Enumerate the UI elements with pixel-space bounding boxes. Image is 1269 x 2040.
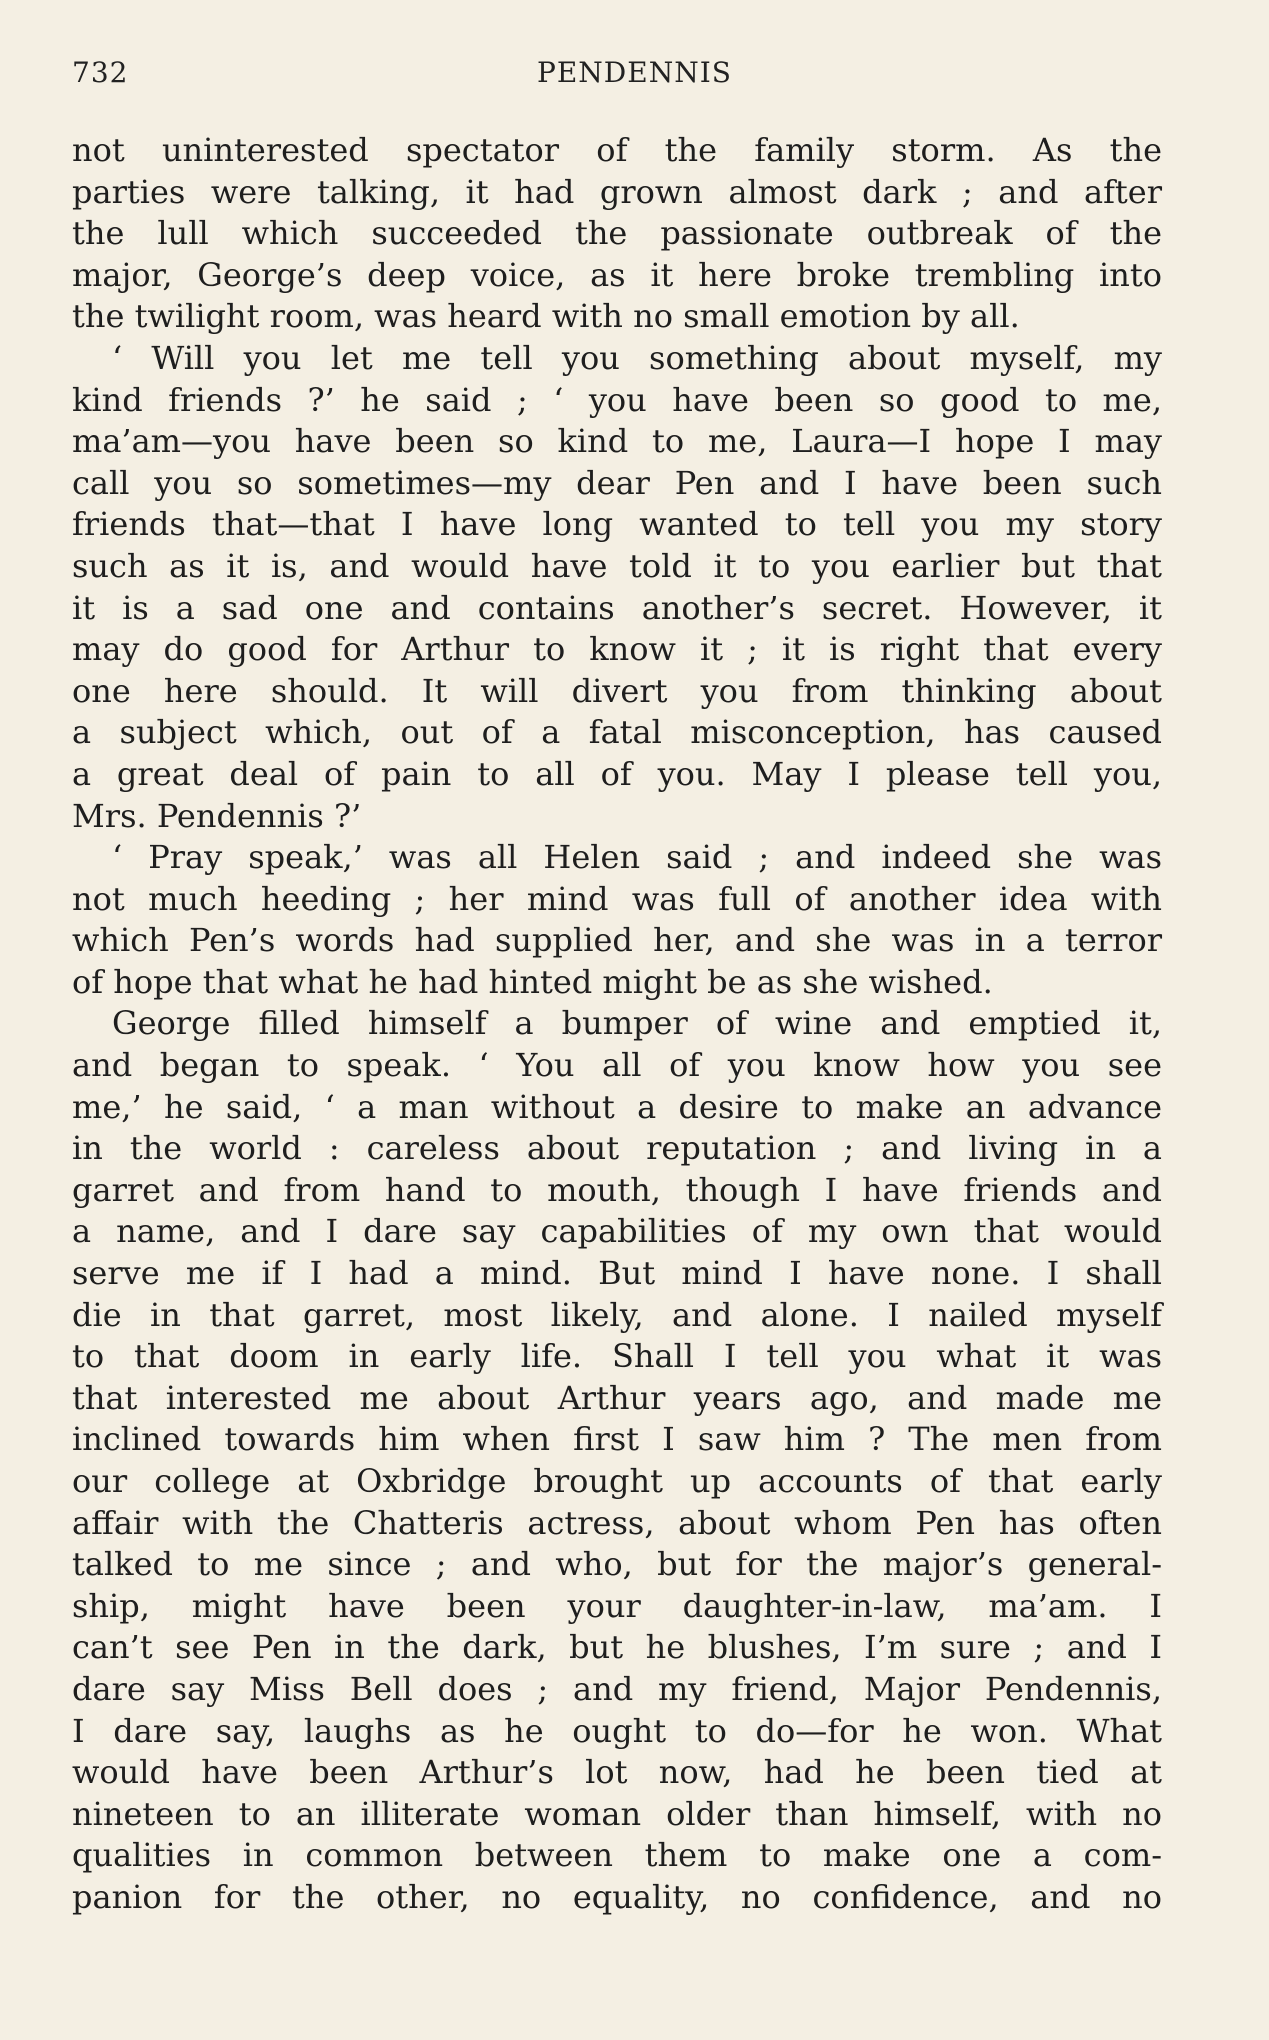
text-line: ma’am—you have been so kind to me, Laura—I hope I may [72, 422, 1162, 461]
text-line: nineteen to an illiterate woman older than himself, with no [72, 1794, 1162, 1833]
text-line: dare say Miss Bell does ; and my friend, Major Pendennis, [72, 1669, 1162, 1708]
text-line: ‘ Will you let me tell you something about myself, my [112, 338, 1162, 377]
text-line: ‘ Pray speak,’ was all Helen said ; and indeed she was [112, 838, 1162, 877]
text-line: talked to me since ; and who, but for the major’s general- [72, 1545, 1162, 1584]
text-line: qualities in common between them to make one a com- [72, 1836, 1162, 1875]
text-line: not uninterested spectator of the family storm. As the [72, 131, 1162, 169]
text-line: George filled himself a bumper of wine and emptied it, [112, 1004, 1162, 1043]
text-line: kind friends ?’ he said ; ‘ you have been so good to me, [72, 380, 1162, 419]
text-line: parties were talking, it had grown almost dark ; and after [72, 172, 1162, 211]
text-line: to that doom in early life. Shall I tell you what it was [72, 1337, 1162, 1376]
text-line: call you so sometimes—my dear Pen and I have been such [72, 463, 1162, 502]
text-line: major, George’s deep voice, as it here broke trembling into [72, 255, 1162, 294]
text-line: it is a sad one and contains another’s secret. However, it [72, 588, 1162, 627]
text-line: our college at Oxbridge brought up accounts of that early [72, 1462, 1162, 1500]
text-line: the twilight room, was heard with no small emotion by all. [72, 297, 1020, 336]
text-line: affair with the Chatteris actress, about whom Pen has often [72, 1503, 1162, 1542]
text-line: would have been Arthur’s lot now, had he been tied at [72, 1753, 1162, 1792]
text-line: in the world : careless about reputation ; and living in a [72, 1129, 1162, 1168]
text-line: ship, might have been your daughter-in-law, ma’am. I [72, 1586, 1162, 1625]
text-line: panion for the other, no equality, no confidence, and no [72, 1877, 1162, 1916]
text-line: can’t see Pen in the dark, but he blushes, I’m sure ; and I [72, 1628, 1162, 1667]
page-number: 732 [72, 56, 129, 89]
text-line: such as it is, and would have told it to you earlier but that [72, 546, 1162, 585]
text-line: a subject which, out of a fatal misconception, has caused [72, 713, 1162, 752]
text-line: that interested me about Arthur years ago, and made me [72, 1378, 1162, 1417]
text-line: die in that garret, most likely, and alone. I nailed myself [72, 1295, 1162, 1334]
text-line: I dare say, laughs as he ought to do—for he won. What [72, 1711, 1162, 1750]
text-line: one here should. It will divert you from thinking about [72, 671, 1162, 710]
text-line: which Pen’s words had supplied her, and she was in a terror [72, 921, 1162, 960]
text-line: not much heeding ; her mind was full of another idea with [72, 879, 1162, 918]
text-line: the lull which succeeded the passionate outbreak of the [72, 214, 1162, 253]
text-line: friends that—that I have long wanted to tell you my story [72, 505, 1162, 544]
text-line: garret and from hand to mouth, though I have friends and [72, 1170, 1162, 1209]
text-line: may do good for Arthur to know it ; it is right that every [72, 630, 1162, 669]
body-text [72, 130, 1162, 1919]
text-line: inclined towards him when first I saw him ? The men from [72, 1420, 1162, 1459]
text-line: a great deal of pain to all of you. May I please tell you, [72, 754, 1162, 793]
running-title: PENDENNIS [537, 56, 732, 89]
text-line: me,’ he said, ‘ a man without a desire to make an advance [72, 1087, 1162, 1126]
text-line: of hope that what he had hinted might be as she wished. [72, 962, 993, 1001]
text-line: serve me if I had a mind. But mind I have none. I shall [72, 1254, 1162, 1293]
text-line: and began to speak. ‘ You all of you know how you see [72, 1046, 1162, 1085]
text-line: Mrs. Pendennis ?’ [72, 796, 362, 835]
text-line: a name, and I dare say capabilities of my own that would [72, 1212, 1162, 1251]
